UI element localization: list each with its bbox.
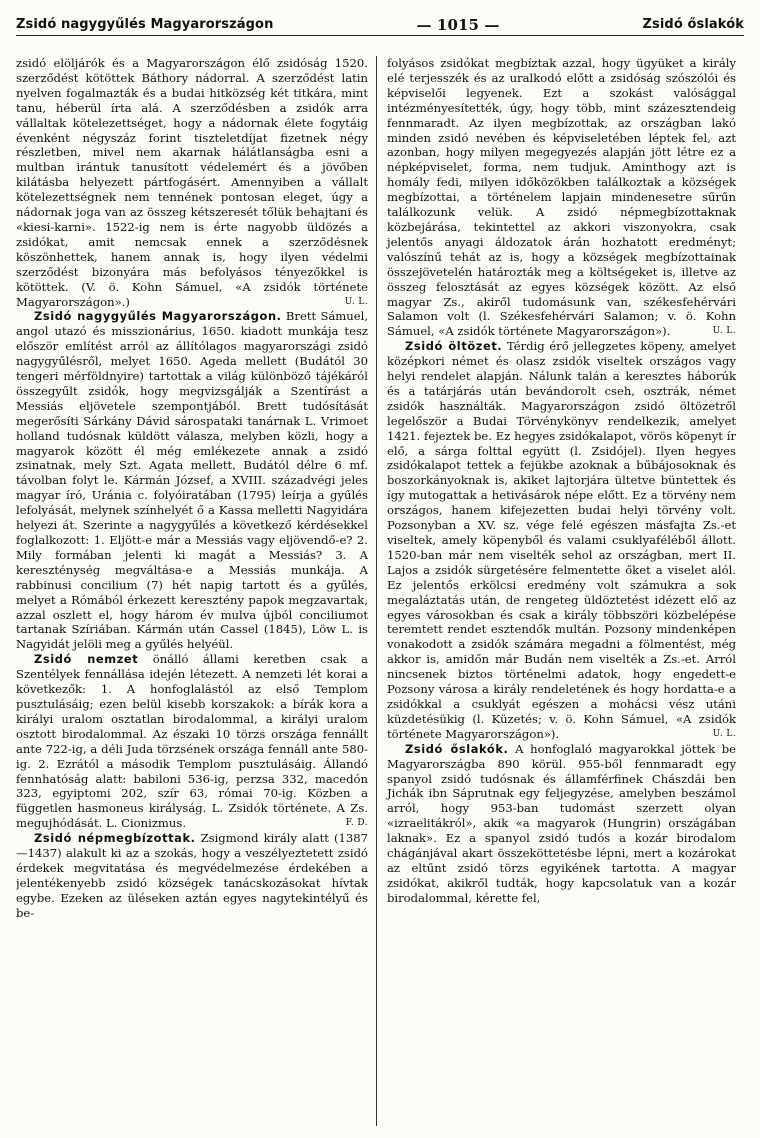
header-left-title: Zsidó nagygyűlés Magyarországon (16, 17, 274, 32)
header-right-title: Zsidó őslakók (642, 17, 744, 32)
entry-headword: Zsidó nagygyűlés Magyarországon. (34, 309, 282, 324)
article-paragraph (16, 56, 368, 309)
entry-text: Térdig érő jellegzetes köpeny, amelyet középkori német és olasz zsidók viseltek országos vagy helyi rendelet alapján. Nálunk talán a keresztes háborúk és a tatárjárás után bevándorolt cseh, osztrák, német zsidók használták. Magyarországon zsidó öltözetről legelőször a Budai Törvénykönyv rendelkezik, amelyet 1421. fejeztek be. Ez hegyes zsidókalapot, vörös köpenyt ír elő, a sárga folttal együtt (l. Zsidójel). Ilyen hegyes zsidókalapot tettek a fejükbe azoknak a bűbájosoknak és boszorkányoknak is, akiket lajtorjára ültetve büntettek és így mutogattak a hetivásárok népe előtt. Ez a törvény nem országos, hanem kifejezetten budai helyi törvény volt. Pozsonyban a XV. sz. vége felé egészen másfajta Zs.-et viseltek, amely köpenyből és valami csuklyaféléből állott. 1520-ban már nem viselték sehol az országban, mert II. Lajos a zsidók sürgetésére felmentette őket a viselet alól. Ez jelentős erkölcsi eredmény volt számukra a sok megaláztatás után, de rengeteg üldöztetést idézett elő az egyes városokban és csak a király többszöri közbelépése teremtett rendet esztendők multán. Pozsony mindenképen vonakodott a zsidók számára megadni a fölmentést, még akkor is, amidőn már Budán nem viselték a Zs.-et. Arról nincsenek biztos történelmi adatok, hogy engedett-e Pozsony városa a király rendeletének és hogy hordatta-e a zsidókkal a csuklyát egészen a mohácsi vész utáni küzdetésükig (l. Küzetés; v. ö. Kohn Sámuel, «A zsidók története Magyarországon»). (387, 339, 736, 741)
article-entry (16, 831, 368, 920)
author-signature: U. L. (712, 728, 736, 739)
entry-text: önálló állami keretben csak a Szentélyek fennállása idején létezett. A nemzeti lét korai a következők: 1. A honfoglalástól az első Templom pusztulásáig; ezen belül kisebb korszakok: a bírák kora a királyi uralom osztatlan birodalommal, a királyi uralom osztott birodalommal. Az északi 10 törzs országa fennállt ante 722-ig, a déli Juda törzsének országa fennáll ante 580-ig. 2. Ezrától a második Templom pusztulásáig. Állandó fennhatóság alatt: babiloni 536-ig, perzsa 332, macedón 323, egyiptomi 202, szír 63, római 70-ig. Közben a független hasmoneus királyság. L. Zsidók története. A Zs. megujhódását. L. Cionizmus. (16, 652, 369, 831)
article-entry (387, 742, 736, 906)
paragraph-text: folyásos zsidókat megbíztak azzal, hogy ügyüket a király elé terjesszék és az uralkodó előtt a zsidóság szószólói és képviselői legyenek. Ezt a szokást valósággal intézményesítették, úgy, hogy több, mint százesztendeig fennmaradt. Az ilyen megbízottak, az országban lakó minden zsidó nevében és képviseletében léptek fel, azt azonban, hogy milyen megegyezés alapján jött létre ez a népképviselet, forma, nem tudjuk. Aminthogy azt is homály fedi, milyen időközökben találkoztak a községek megbízottai, a történelem lapjain mindenesetre sűrűn találkozunk velük. A zsidó népmegbízottaknak közbejárása, tekintettel az akkori viszonyokra, csak jelentős anyagi áldozatok árán hozhatott eredményt; valószínű tehát az is, hogy a községek megbízottainak összejövetelén határozták meg a költségeket is, illetve az összeg felosztását az egyes községek között. Az első magyar Zs., akiről tudomásunk van, székesfehérvári Salamon volt (l. Székesfehérvári Salamon; v. ö. Kohn Sámuel, «A zsidók története Magyarországon»). (387, 56, 736, 339)
article-entry (16, 652, 368, 831)
entry-headword: Zsidó nemzet (34, 652, 139, 667)
entry-headword: Zsidó öltözet. (405, 339, 503, 354)
entry-headword: Zsidó népmegbízottak. (34, 831, 196, 846)
author-signature: U. L. (344, 296, 368, 307)
page-number: — 1015 — (416, 15, 500, 34)
entry-text: A honfoglaló magyarokkal jöttek be Magyarországba 890 körül. 955-ből fennmaradt egy spanyol zsidó tudósnak és államférfinek Chászdái ben Jichák ibn Sáprutnak egy feljegyzése, amelyben beszámol arról, hogy 953-ban tudomást szerzett olyan «izraelitákról», akik «a magyarok (Hungrin) országában laknak». Ez a spanyol zsidó tudós a kozár birodalom chágánjával akart összeköttetésbe lépni, mert a kozárokat az eltűnt zsidó törzs egyikének tartotta. A magyar zsidókat, akikről tudták, hogy kapcsolatuk van a kozár birodalommal, kérette fel, (387, 741, 736, 905)
article-entry (387, 339, 736, 741)
entry-text: Brett Sámuel, angol utazó és misszionárius, 1650. kiadott munkája tesz először említést arról az állítólagos magyarországi zsidó nagygyűlésről, melyet 1650. Ageda mellett (Budától 30 tengeri mérföldnyire) tartottak a világ különböző tájékáról összegyűlt zsidók, hogy megvizsgálják a Szentírást a Messiás eljövetele szempontjából. Brett tudósítását megerősíti Sárkány Dávid sárospataki tanárnak L. Vrimoet holland tudósnak küldött válasza, melyben közli, hogy a magyarok között él még emlékezete annak a zsidó zsinatnak, mely Szt. Agata mellett, Budától délre 6 mf. távolban folyt le. Kármán József, a XVIII. századvégi jeles magyar író, Uránia c. folyóiratában (1795) leírja a gyűlés lefolyását, melynek színhelyét ő a Kassa melletti Nagyidára helyezi át. Szerinte a nagygyűlés a következő kérdésekkel foglalkozott: 1. Eljött-e már a Messiás vagy eljövendő-e? 2. Mily formában jelenti ki magát a Messiás? 3. A kereszténység megváltása-e a Messiás munkája. A rabbinusi concilium (7) hét napig tartott és a gyűlés, melyet a Rómából érkezett keresztény papok megzavartak, azzal oszlett el, hogy három év mulva újból conciliumot tartanak Szíriában. Kármán után Cassel (1845), Löw L. is Nagyidát jelöli meg a gyűlés helyéül. (16, 309, 369, 652)
article-entry (16, 309, 368, 652)
author-signature: F. D. (345, 818, 368, 829)
paragraph-text: zsidó elöljárók és a Magyarországon élő zsidóság 1520. szerződést kötöttek Báthory nádorral. A szerződést latin nyelven fogalmazták és a budai hitközség két titkára, mint tanu, héberül írta alá. A szerződésben a zsidók arra vállaltak kötelezettséget, hogy a nádornak élete fogytáig évenként négyszáz forint tiszteletdíjat fizetnek négy részletben, mivel nem akarnak hálátlanságba esni a multban irántuk tanusított védelemért és a jövőben kilátásba helyezett pártfogásért. Amennyiben a vállalt kötelezettségnek nem tennének pontosan eleget, úgy a nádornak joga van az összeg kétszeresét tőlük behajtani és «kiesi-karni». 1522-ig nem is érte nagyobb üldözés a zsidókat, amit nemcsak ennek a szerződésnek köszönhettek, hanem annak is, hogy ilyen védelmi szerződést bizonyára más befolyásos tényezőkkel is kötöttek. (V. ö. Kohn Sámuel, «A zsidók története Magyarországon».) (16, 56, 368, 309)
left-column (16, 56, 376, 1126)
entry-text: Zsigmond király alatt (1387—1437) alakult ki az a szokás, hogy a veszélyeztetett zsidó érdekek megvitatása és megvédelmezése érdekében a jelentékenyebb zsidó községek tanácskozásokat hívtak egybe. Ezeken az üléseken aztán egyes nagytekintélyű és be- (16, 831, 368, 920)
two-column-body (16, 56, 744, 1126)
running-header (16, 0, 744, 36)
author-signature: U. L. (712, 326, 736, 337)
entry-headword: Zsidó őslakók. (405, 741, 509, 756)
article-paragraph (387, 56, 736, 339)
right-column (376, 56, 736, 1126)
